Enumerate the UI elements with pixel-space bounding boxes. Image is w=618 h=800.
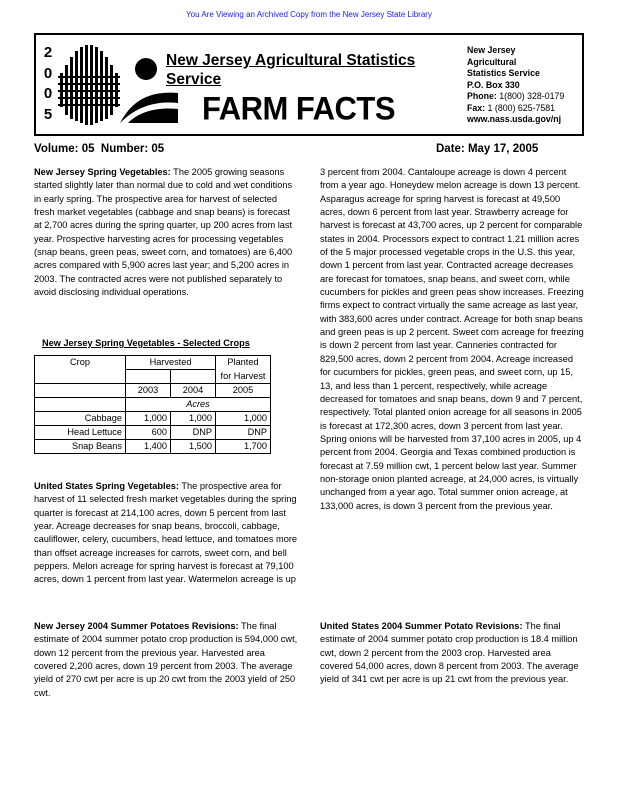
nass-logo-icon — [58, 43, 180, 128]
crop-header: Crop — [35, 356, 126, 384]
contact-block: New Jersey Agricultural Statistics Service P.O. Box 330 Phone: 1(800) 328-0179 Fax: 1 (800) 625-7581 www.nass.usda.gov/nj — [467, 45, 565, 124]
unit-label: Acres — [126, 398, 271, 412]
planted-header: Planted — [216, 356, 271, 370]
fax-line: Fax: 1 (800) 625-7581 — [467, 102, 556, 113]
year-2004: 2004 — [171, 384, 216, 398]
year-2003: 2003 — [126, 384, 171, 398]
continued-column: 3 percent from 2004. Cantaloupe acreage is down 4 percent from a year ago. Honeydew melon acreage is down 13 percent. Asparagus acreage for spring harvest is forecast at 49,500 acres, down 6 percent from last year. Strawberry acreage for harvest is forecast at 43,700 acres, up 2 percent for comparable states in 2004. Processors expect to contract 1.21 million acres of the 5 major processed vegetable crops in the U.S. this year, down 1 percent from last year. Contracted acreage decreases are forecast for tomatoes, snap beans, and sweet corn, while cucumbers for pickles and green peas show increases. Freezing firms expect to contract virtually the same acreage as last year, with 383,600 acres under contract. Acreage for both snap beans and green peas is up 2 percent. Sweet corn acreage for freezing is down 2 percent from last year. Canneries contracted for 829,500 acres, down 2 percent from 2004. Acreage increased for cucumbers for pickles, green peas, and sweet corn, up 15, 13, and less than 1 percent, respectively, while acreage decreased for tomatoes and snap beans, down 9 and 7 percent, respectively. Total planted onion acreage for all seasons in 2005 is forecast at 172,300 acres, down 3 percent from last year. Spring onions will be harvested from 37,100 acres in 2005, up 4 percent from 2004. Georgia and Texas combined production is forecast at 7.59 million cwt, 1 percent below last year. Summer non-storage onion planted acreage, at 24,000 acres, is virtually unchanged from a year ago. Total summer onion acreage, at 133,000 acres, is down 3 percent from the previous year. — [320, 167, 584, 511]
issue-date: Date: May 17, 2005 — [436, 143, 539, 155]
table-title: New Jersey Spring Vegetables - Selected Crops — [42, 338, 250, 348]
harvested-header: Harvested — [126, 356, 216, 370]
us-spring-section — [34, 480, 298, 587]
table-row: Cabbage 1,000 1,000 1,000 — [35, 412, 271, 426]
volume-number: Volume: 05 Number: 05 — [34, 143, 165, 155]
issue-info — [34, 143, 584, 157]
planted-header-2: for Harvest — [216, 370, 271, 384]
nj-spring-section — [34, 166, 298, 299]
table-row: Snap Beans 1,400 1,500 1,700 — [35, 440, 271, 454]
us-potato-section — [320, 620, 586, 687]
section-heading: New Jersey 2004 Summer Potatoes Revisions: — [34, 621, 239, 631]
phone-line: Phone: 1(800) 328-0179 — [467, 91, 565, 101]
newsletter-title: FARM FACTS — [202, 90, 396, 127]
table-row: Head Lettuce 600 DNP DNP — [35, 426, 271, 440]
section-body: The final estimate of 2004 summer potato crop production is 594,000 cwt, down 12 percent from the previous year. Harvested area covered 2,200 acres, down 19 percent from 2003. The average yield of 270 cwt per acre is up 20 cwt from the 2003 yield of 250 cwt. — [34, 621, 298, 698]
year-vertical: 2 0 0 5 — [43, 44, 53, 123]
nj-potato-section — [34, 620, 298, 700]
section-body: The 2005 growing seasons started slightly later than normal due to cold and wet conditions in early spring. The prospective area for harvest of selected fresh market vegetables (cabbage and snap beans) is forecast at 2,700 acres during the spring quarter, up 200 acres from last year. Prospective harvesting acres for processing vegetables (snap beans, green peas, sweet corn, and tomatoes) are 6,400 acres compared with 5,900 acres last year; and 5,200 acres in 2003. The contracted acres were not published separately to avoid disclosing individual operations. — [34, 167, 293, 298]
section-heading: United States Spring Vegetables: — [34, 481, 179, 491]
website-link[interactable]: www.nass.usda.gov/nj — [467, 114, 562, 124]
masthead — [34, 33, 584, 136]
crops-table — [34, 355, 271, 454]
year-2005: 2005 — [216, 384, 271, 398]
section-body: The prospective area for harvest of 11 selected fresh market vegetables during the spring quarter is forecast at 214,100 acres, down 5 percent from last year. Acreage decreases for snap beans, broccoli, cabbage, cauliflower, celery, cucumbers, head lettuce, and tomatoes more than offset acreage increases for carrots, sweet corn, and bell peppers. Melon acreage for spring harvest is forecast at 79,100 acres, down 1 percent from last year. Watermelon acreage is up — [34, 481, 298, 585]
agency-name: New Jersey Agricultural Statistics Service — [166, 52, 416, 88]
section-heading: United States 2004 Summer Potato Revisions: — [320, 621, 523, 631]
section-heading: New Jersey Spring Vegetables: — [34, 167, 171, 177]
archive-notice: You Are Viewing an Archived Copy from the New Jersey State Library — [186, 10, 432, 19]
section-body: The final estimate of 2004 summer potato crop production is 18.4 million cwt, down 2 percent from the 2003 crop. Harvested area covered 54,000 acres, down 8 percent from 2003. The average yield of 341 cwt per acre is up 21 cwt from the previous year. — [320, 621, 579, 685]
